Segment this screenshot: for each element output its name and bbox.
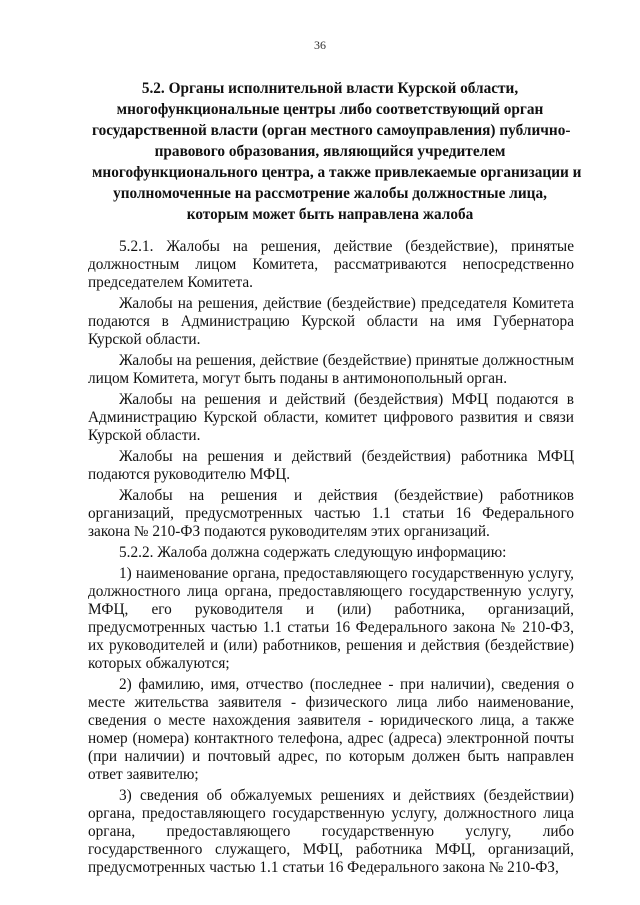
heading-line: правового образования, являющийся учредителем (154, 143, 506, 160)
page-number: 36 (314, 38, 326, 52)
heading-line: 5.2. Органы исполнительной власти Курской области, (141, 80, 519, 97)
paragraph-5-2-2: 5.2.2. Жалоба должна содержать следующую информацию: (119, 544, 507, 561)
heading-line: уполномоченные на рассмотрение жалобы должностные лица, (113, 185, 547, 202)
section-heading (92, 78, 582, 225)
paragraph: Жалобы на решения и действий (бездействия) МФЦ подаются в Администрацию Курской области, комитет цифрового развития и связи Курской области. (88, 391, 574, 444)
paragraph-5-2-1: 5.2.1. Жалобы на решения, действие (бездействие), принятые должностным лицом Комитета, рассматриваются непосредственно председателем Комитета. (88, 238, 574, 291)
paragraph: Жалобы на решения, действие (бездействие) председателя Комитета подаются в Администрацию Курской области на имя Губернатора Курской области. (88, 295, 574, 348)
heading-line: государственной власти (орган местного самоуправления) публично- (92, 122, 571, 139)
heading-line: которым может быть направлена жалоба (186, 206, 474, 223)
paragraph: Жалобы на решения и действия (бездействие) работников организаций, предусмотренных частью 1.1 статьи 16 Федерального закона № 210-ФЗ подаются руководителям этих организаций. (88, 487, 574, 540)
list-item-3: 3) сведения об обжалуемых решениях и действиях (бездействии) органа, предоставляющего государственную услугу, должностного лица органа, предоставляющего государственную услугу, либо государственного служащего, МФЦ, работника МФЦ, организаций, предусмотренных частью 1.1 статьи 16 Федерального закона № 210-ФЗ, (88, 787, 574, 876)
list-item-1: 1) наименование органа, предоставляющего государственную услугу, должностного лица органа, предоставляющего государственную услугу, МФЦ, его руководителя и (или) работника, организаций, предусмотренных частью 1.1 статьи 16 Федерального закона № 210-ФЗ, их руководителей и (или) работников, решения и действия (бездействие) которых обжалуются; (88, 565, 574, 672)
heading-line: многофункциональные центры либо соответствующий орган (116, 101, 544, 118)
paragraph: Жалобы на решения и действий (бездействия) работника МФЦ подаются руководителю МФЦ. (88, 448, 574, 483)
heading-line: многофункционального центра, а также привлекаемые организации и (92, 164, 582, 181)
paragraph: Жалобы на решения, действие (бездействие) принятые должностным лицом Комитета, могут быть поданы в антимонопольный орган. (88, 352, 574, 387)
body-text (88, 238, 574, 880)
list-item-2: 2) фамилию, имя, отчество (последнее - при наличии), сведения о месте жительства заявителя - физического лица либо наименование, сведения о месте нахождения заявителя - юридического лица, а также номер (номера) контактного телефона, адрес (адреса) электронной почты (при наличии) и почтовый адрес, по которым должен быть направлен ответ заявителю; (88, 676, 574, 783)
